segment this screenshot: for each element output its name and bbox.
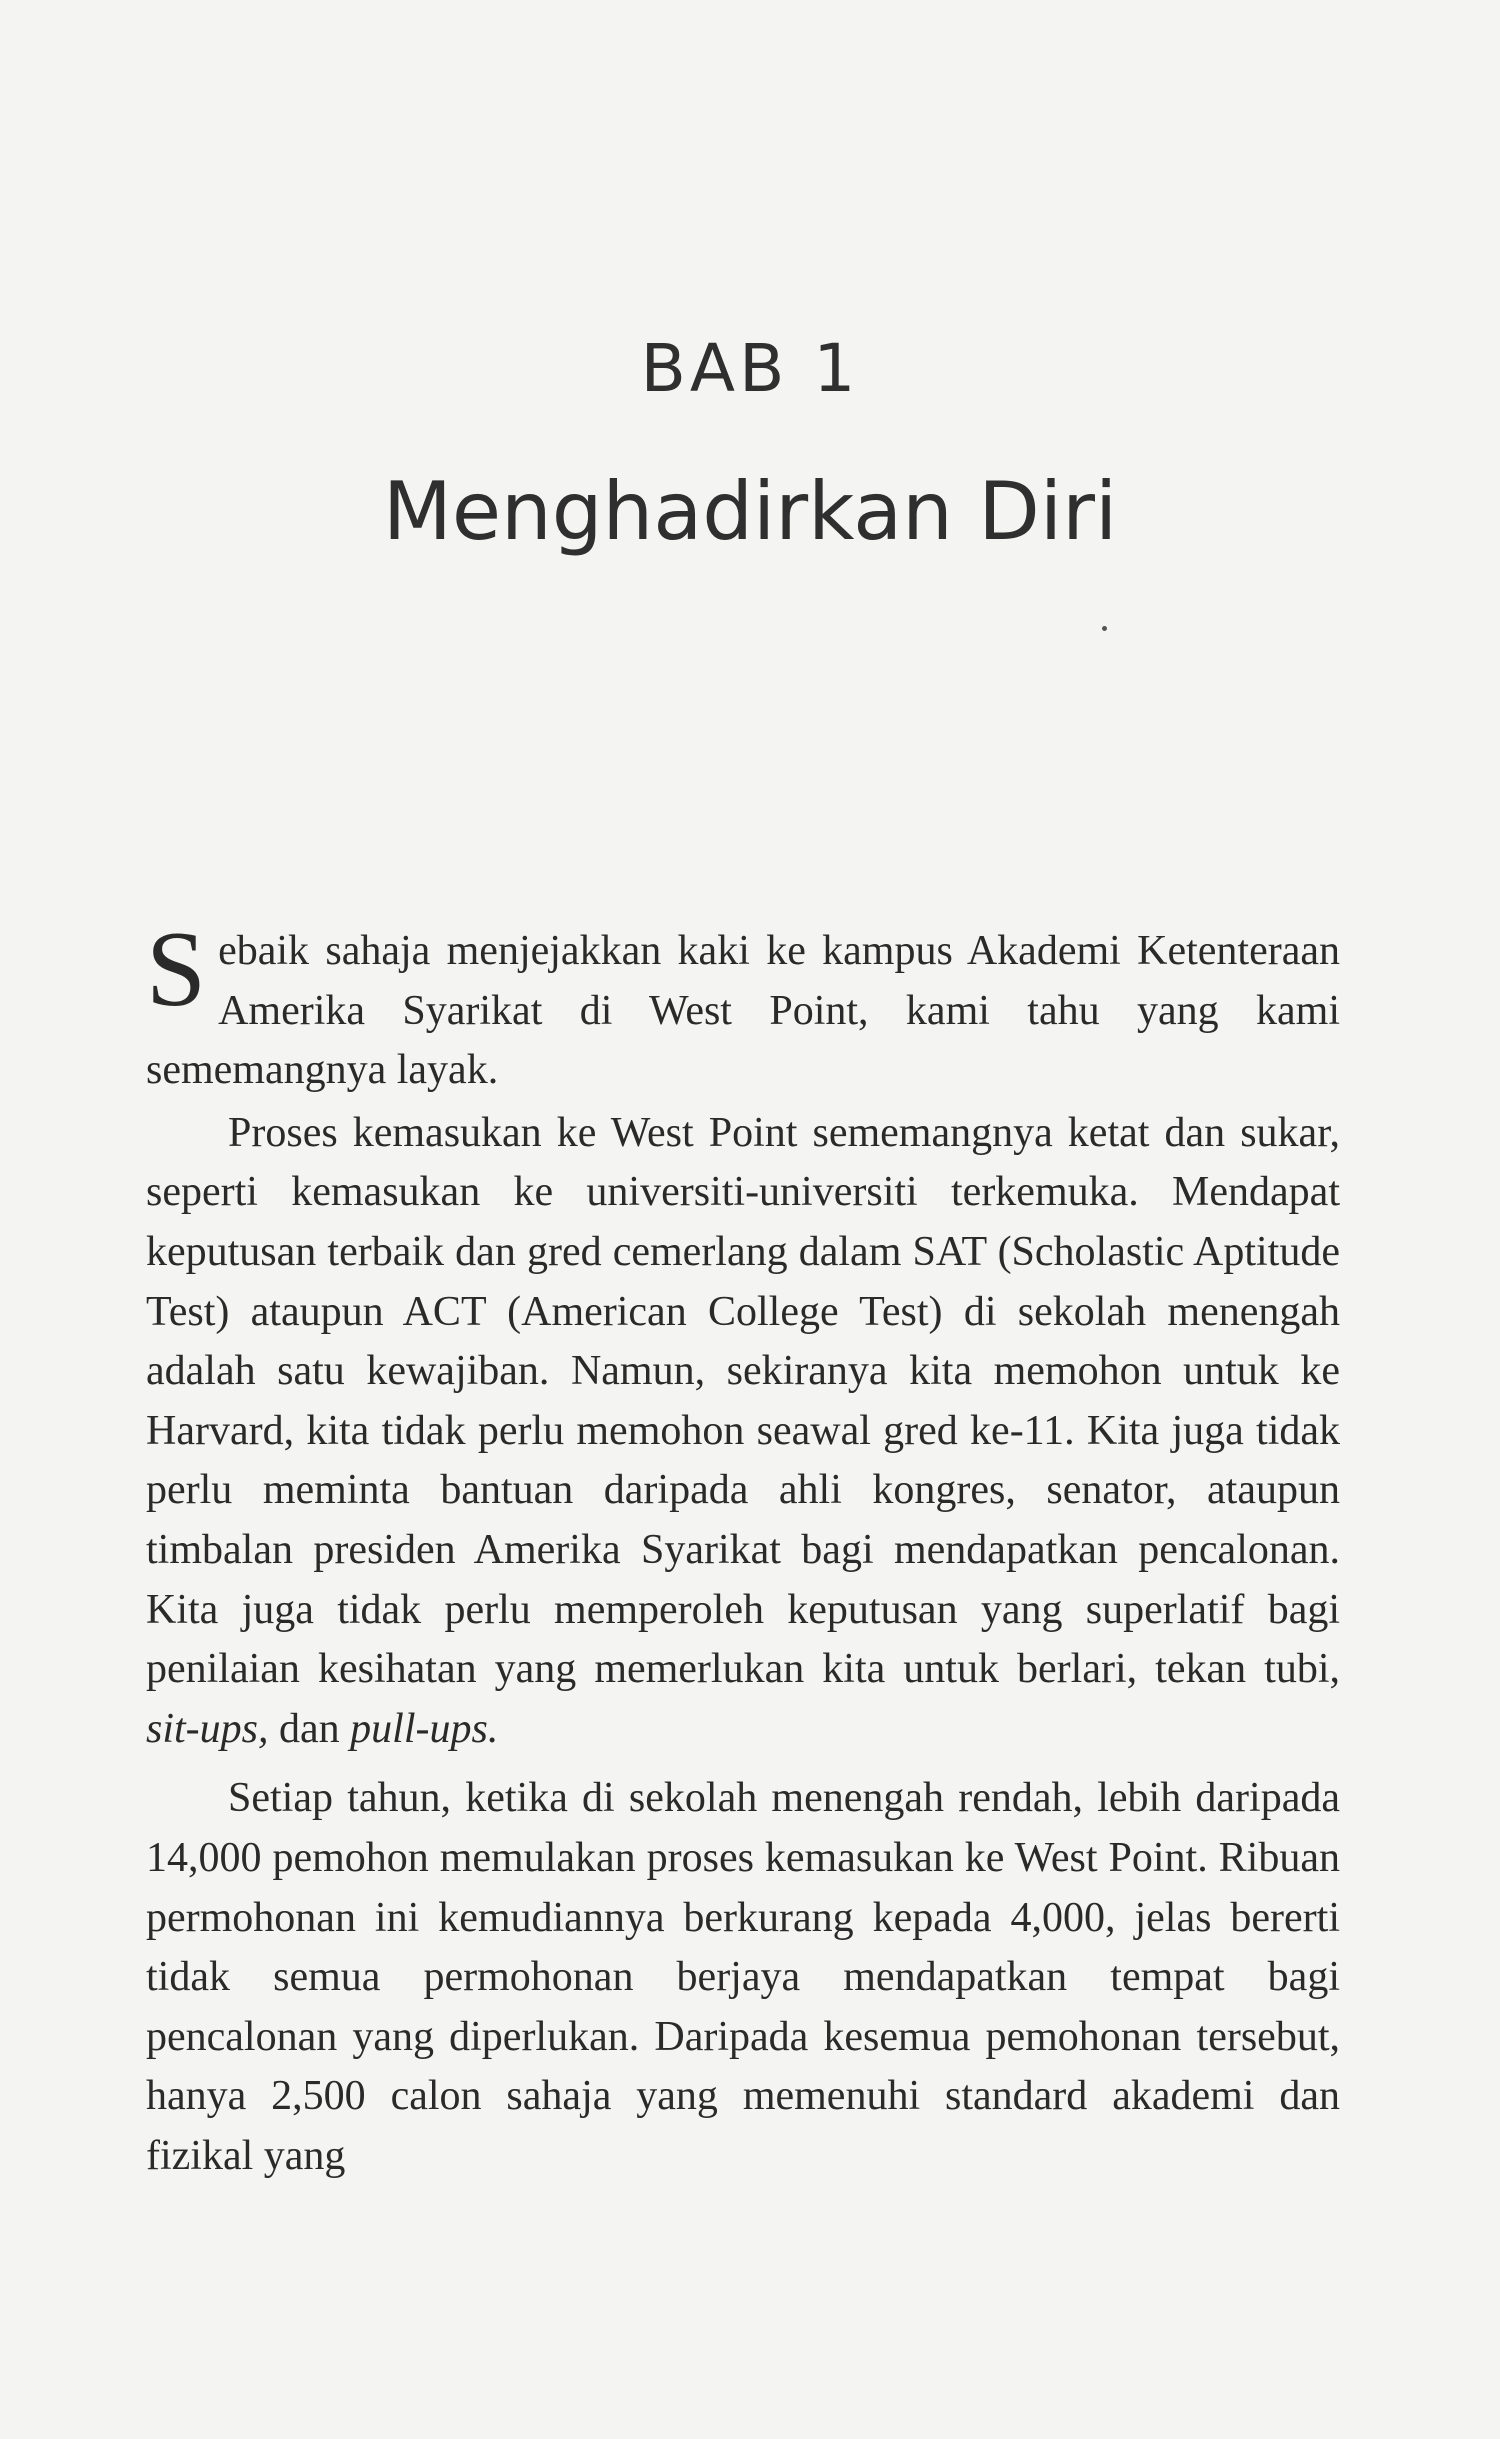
drop-cap: S	[146, 910, 207, 1029]
paragraph-2-italic-pullups: pull-ups.	[350, 1705, 499, 1752]
paragraph-3	[146, 1769, 1340, 2186]
paragraph-3-text: Setiap tahun, ketika di sekolah menengah rendah, lebih daripada 14,000 pemohon memulakan proses kemasukan ke West Point. Ribuan permohonan ini kemudiannya berkurang kepada 4,000, jelas bererti tidak semua permohonan berjaya mendapatkan tempat bagi pencalonan yang diperlukan. Daripada kesemua pemohonan tersebut, hanya 2,500 calon sahaja yang memenuhi standard akademi dan fizikal yang	[146, 1775, 1340, 2179]
paragraph-2-italic-situps: sit-ups,	[146, 1705, 269, 1752]
paragraph-2	[146, 1104, 1340, 1760]
paragraph-1-text: ebaik sahaja menjejakkan kaki ke kampus Akademi Ketenteraan Amerika Syarikat di West Point, kami tahu yang kami sememangnya layak.	[146, 928, 1340, 1094]
paragraph-2-text: Proses kemasukan ke West Point sememangnya ketat dan sukar, seperti kemasukan ke universiti-universiti terkemuka. Mendapat keputusan terbaik dan gred cemerlang dalam SAT (Scholastic Aptitude Test) ataupun ACT (American College Test) di sekolah menengah adalah satu kewajiban. Namun, sekiranya kita memohon untuk ke Harvard, kita tidak perlu memohon seawal gred ke-11. Kita juga tidak perlu meminta bantuan daripada ahli kongres, senator, ataupun timbalan presiden Amerika Syarikat bagi mendapatkan pencalonan. Kita juga tidak perlu memperoleh keputusan yang superlatif bagi penilaian kesihatan yang memerlukan kita untuk berlari, tekan tubi,	[146, 1109, 1340, 1693]
paragraph-1	[146, 910, 1340, 1101]
chapter-body	[146, 910, 1340, 2186]
print-speck	[1102, 626, 1107, 631]
chapter-number: BAB 1	[640, 330, 860, 407]
paragraph-2-conjunction: dan	[268, 1705, 351, 1752]
chapter-title: Menghadirkan Diri	[382, 465, 1118, 558]
